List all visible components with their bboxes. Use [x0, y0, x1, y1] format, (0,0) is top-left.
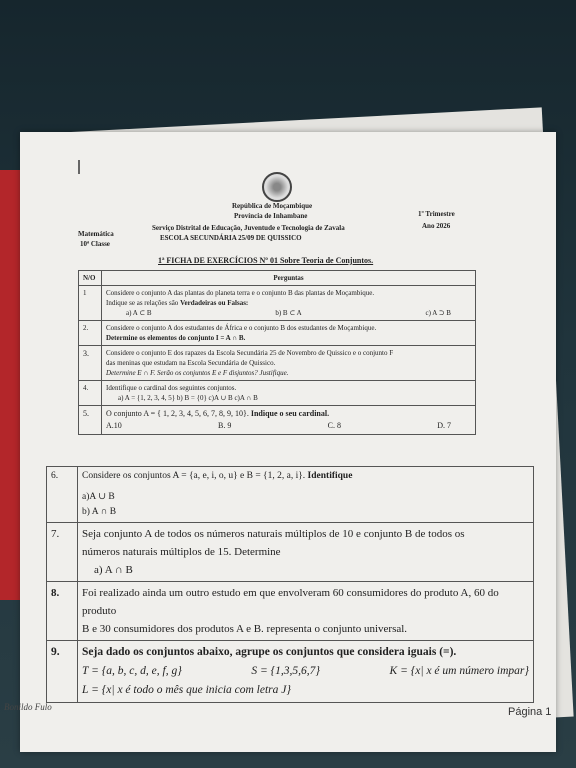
question-text: Considere os conjuntos A = {a, e, i, o, u} e B = {1, 2, a, i}.	[82, 471, 306, 481]
question-row-5	[79, 406, 476, 435]
question-number: 4.	[79, 381, 102, 406]
question-row-6	[47, 467, 534, 523]
option-a: a) A ⊂ B	[126, 309, 152, 317]
questions-table-bottom	[46, 466, 534, 703]
option-d: D. 7	[437, 421, 451, 430]
subject-label: Matemática	[78, 230, 114, 238]
question-number: 9.	[47, 641, 78, 703]
questions-table-top	[78, 270, 476, 435]
set-t: T = {a, b, c, d, e, f, g}	[82, 665, 182, 677]
option-a: a)A ∪ B	[82, 492, 115, 502]
question-prompt-bold: Indique o seu cardinal.	[248, 409, 330, 418]
question-row-1	[79, 286, 476, 321]
trimester-label: 1º Trimestre	[418, 210, 455, 218]
exercise-sheet	[4, 132, 556, 752]
question-text: números naturais múltiplos de 15. Determine	[82, 546, 281, 558]
question-number: 2.	[79, 321, 102, 346]
pen-mark	[78, 160, 80, 174]
option-b: b) B ⊂ A	[275, 309, 302, 317]
question-number: 1	[79, 286, 102, 321]
question-row-2	[79, 321, 476, 346]
sheet-title: 1ª FICHA DE EXERCÍCIOS Nº 01 Sobre Teoria de Conjuntos.	[158, 256, 374, 265]
question-text: Seja conjunto A de todos os números naturais múltiplos de 10 e conjunto B de todos os	[82, 528, 465, 540]
question-row-8	[47, 582, 534, 641]
question-row-3	[79, 346, 476, 381]
question-text: das meninas que estudam na Escola Secundária de Quissico.	[106, 359, 276, 367]
question-text: O conjunto A = { 1, 2, 3, 4, 5, 6, 7, 8, 9, 10}.	[106, 409, 249, 418]
option-b: B. 9	[218, 421, 232, 430]
question-text: Considere o conjunto A dos estudantes de África e o conjunto B dos estudantes de Moçambique.	[106, 324, 377, 332]
question-prompt-bold: Seja dado os conjuntos abaixo, agrupe os conjuntos que considera iguais (=).	[82, 646, 457, 658]
col-num-header: N/O	[79, 271, 102, 286]
col-questions-header: Perguntas	[102, 271, 476, 286]
option-a: A.10	[106, 421, 122, 430]
mozambique-emblem-icon	[262, 172, 292, 202]
question-text: B e 30 consumidores dos produtos A e B. representa o conjunto universal.	[82, 623, 408, 635]
question-row-7	[47, 523, 534, 582]
option-c: c) A ⊃ B	[425, 309, 451, 317]
option-a: a) A ∩ B	[94, 564, 133, 576]
question-number: 7.	[47, 523, 78, 582]
republic-label: República de Moçambique	[232, 202, 313, 210]
question-prompt: Determine E ∩ F. Serão os conjuntos E e F disjuntos? Justifique.	[106, 369, 289, 377]
province-label: Província de Inhambane	[234, 212, 308, 220]
question-number: 5.	[79, 406, 102, 435]
question-prompt: Indique se as relações são	[106, 299, 181, 307]
service-label: Serviço Distrital de Educação, Juventude e Tecnologia de Zavala	[152, 224, 345, 232]
question-text: Identifique o cardinal dos seguintes conjuntos.	[106, 384, 237, 392]
page-number: Página 1	[508, 706, 552, 718]
set-s: S = {1,3,5,6,7}	[251, 665, 321, 677]
question-prompt-bold: Verdadeiras ou Falsas:	[180, 299, 249, 307]
table-header-row	[79, 271, 476, 286]
question-number: 8.	[47, 582, 78, 641]
question-row-4	[79, 381, 476, 406]
question-text: Foi realizado ainda um outro estudo em que envolveram 60 consumidores do produto A, 60 do produto	[82, 587, 499, 617]
class-label: 10ª Classe	[80, 240, 110, 248]
signature: Bonildo Fulo	[4, 702, 52, 712]
question-row-9	[47, 641, 534, 703]
question-number: 3.	[79, 346, 102, 381]
question-prompt-bold: Determine os elementos do conjunto I = A ∩ B.	[106, 334, 246, 342]
option-c: C. 8	[327, 421, 341, 430]
question-number: 6.	[47, 467, 78, 523]
option-b: b) A ∩ B	[82, 507, 117, 517]
question-text: Considere o conjunto E dos rapazes da Escola Secundária 25 de Novembro de Quissico e o conjunto F	[106, 349, 394, 357]
question-items: a) A = {1, 2, 3, 4, 5} b) B = {0} c)A ∪ B c)A ∩ B	[118, 394, 258, 402]
year-label: Ano 2026	[422, 222, 451, 230]
question-text: Considere o conjunto A das plantas do planeta terra e o conjunto B das plantas de Moçambique.	[106, 289, 375, 297]
school-label: ESCOLA SECUNDÁRIA 25/09 DE QUISSICO	[160, 234, 302, 242]
set-l: L = {x| x é todo o mês que inicia com letra J}	[82, 684, 291, 696]
question-prompt-bold: Identifique	[305, 471, 353, 481]
set-k: K = {x| x é um número impar}	[389, 665, 529, 677]
